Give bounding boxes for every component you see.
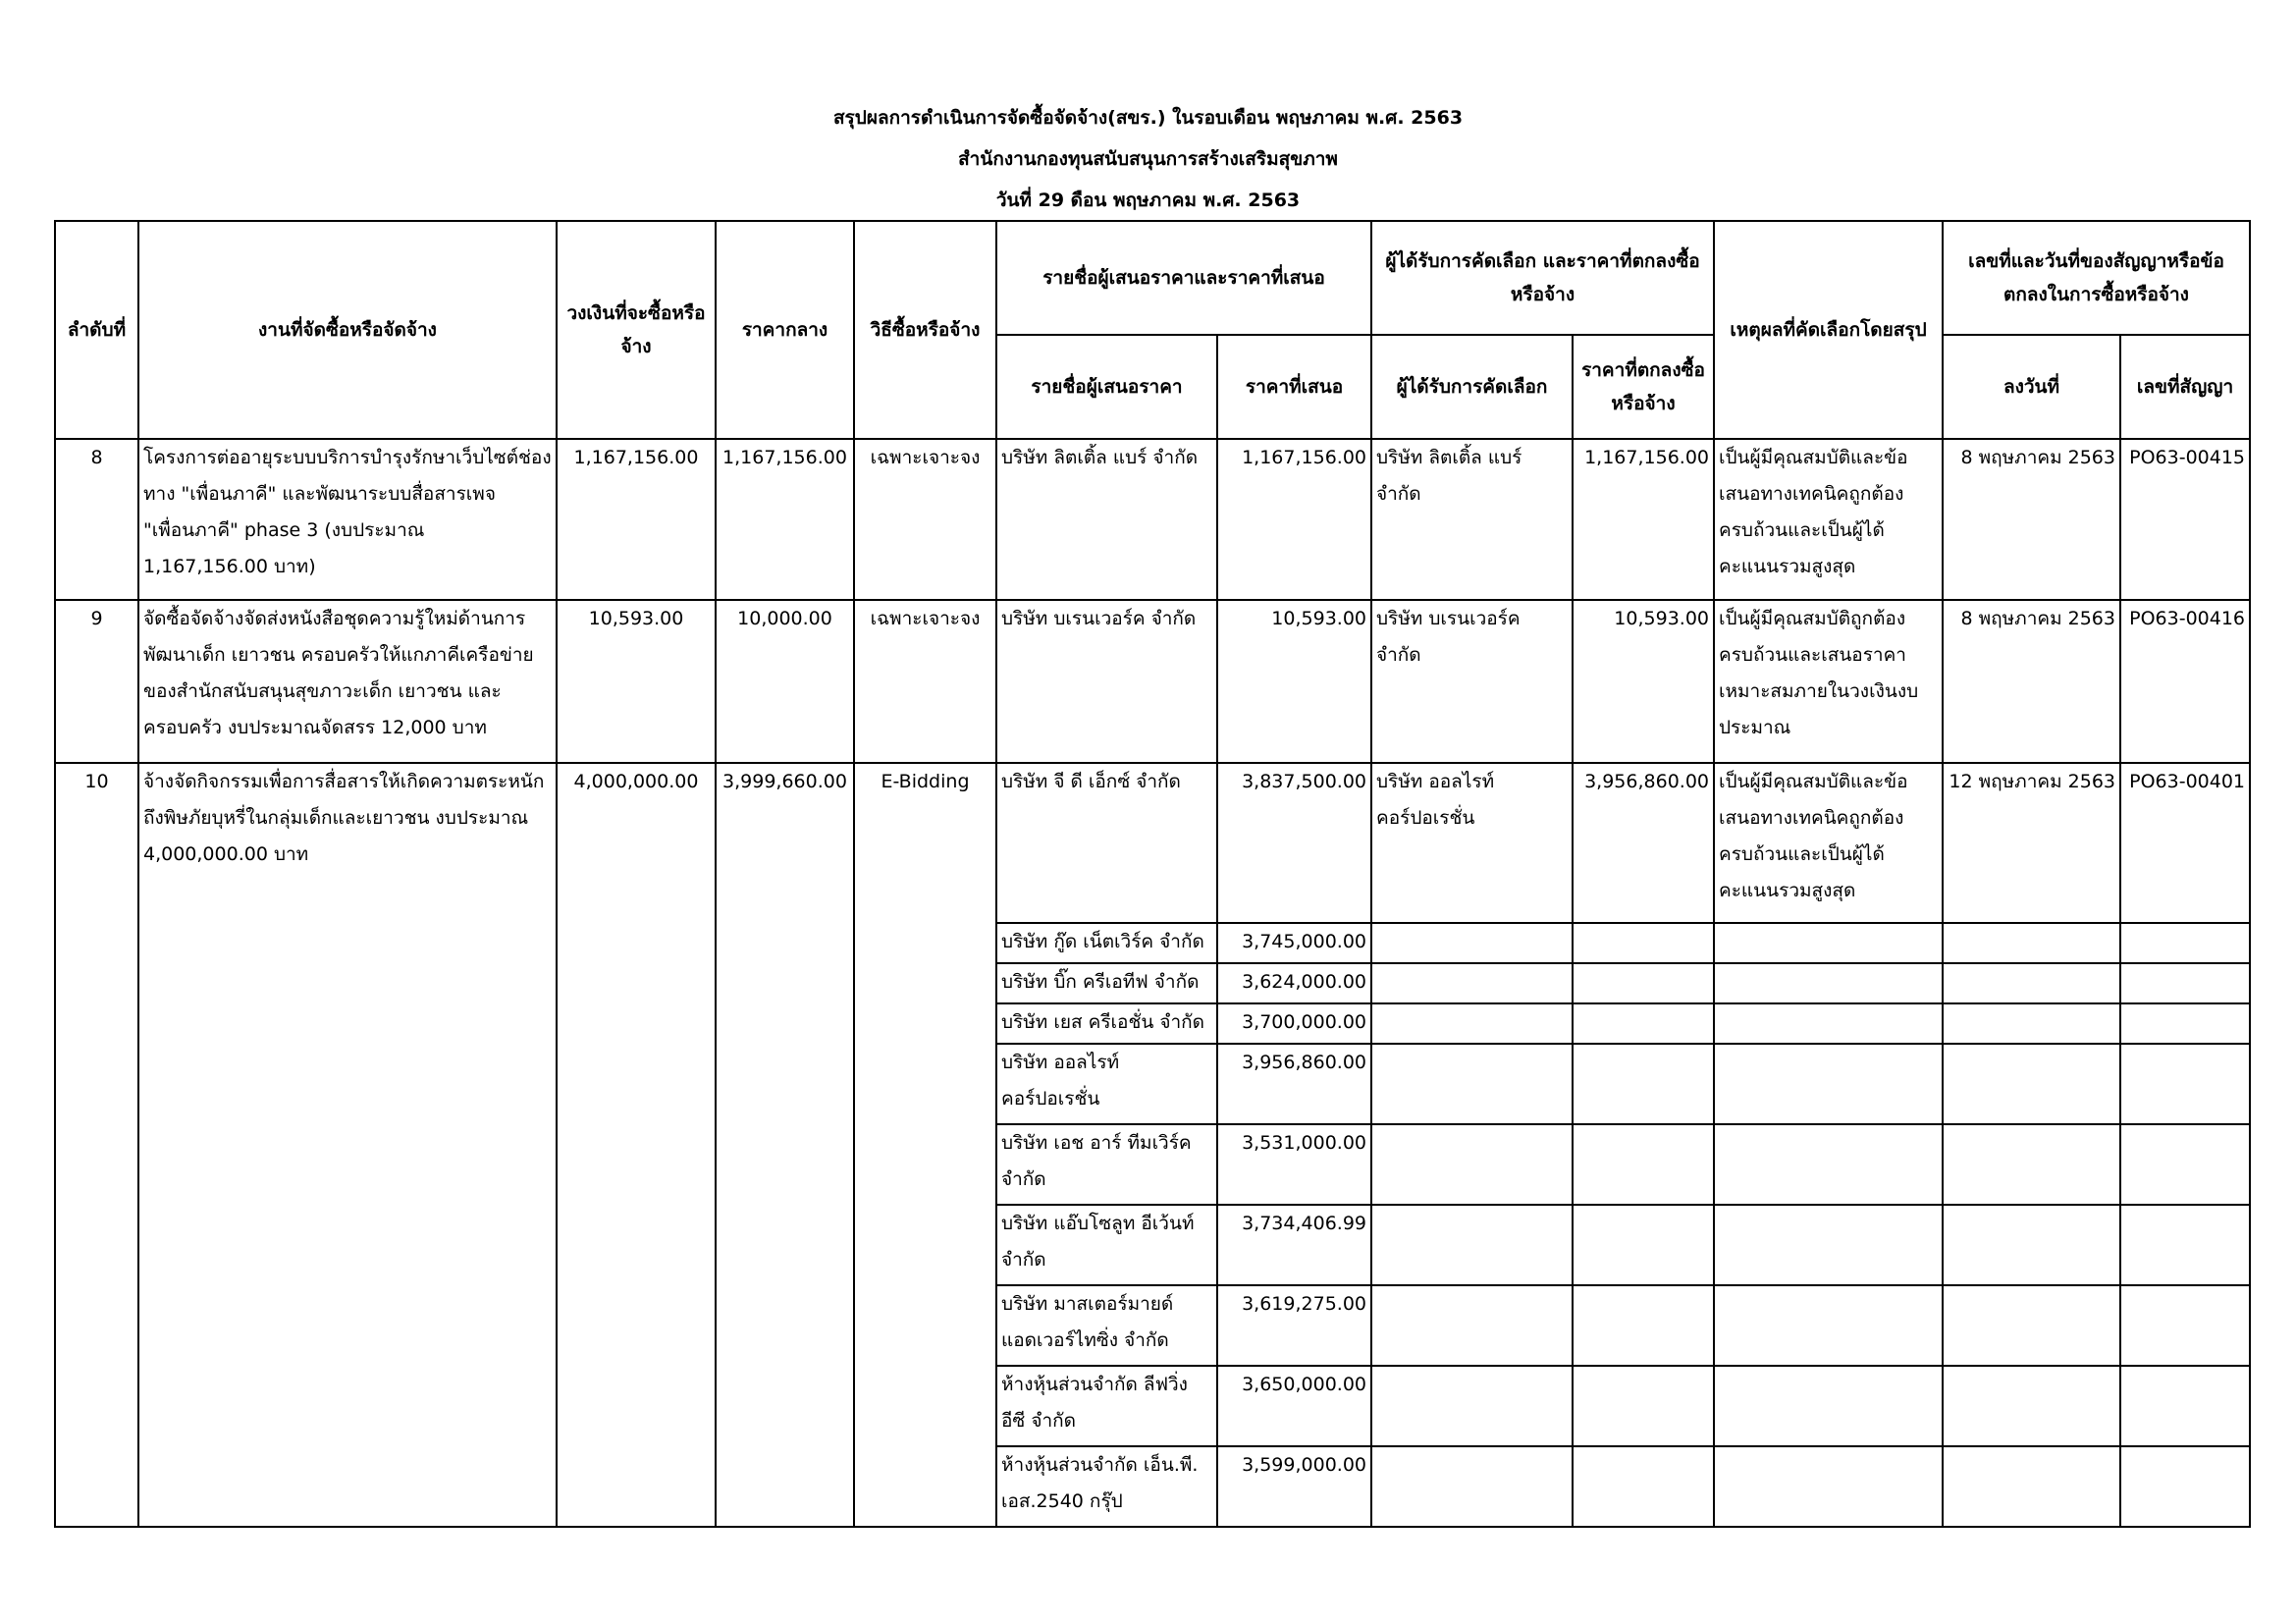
cell-bidder-name: บริษัท เอช อาร์ ทีมเวิร์ค จำกัด (996, 1124, 1217, 1205)
cell-empty (2120, 1205, 2250, 1285)
col-header-contract-date: ลงวันที่ (1943, 335, 2120, 439)
cell-no: 10 (55, 763, 138, 1527)
cell-median: 3,999,660.00 (716, 763, 854, 1527)
cell-bidder-name: ห้างหุ้นส่วนจำกัด เอ็น.พี. เอส.2540 กรุ๊ป (996, 1446, 1217, 1527)
cell-work: โครงการต่ออายุระบบบริการบำรุงรักษาเว็บไซต์ช่องทาง "เพื่อนภาคี" และพัฒนาระบบสื่อสารเพจ "เพื่อนภาคี" phase 3 (งบประมาณ 1,167,156.00 บาท) (138, 439, 557, 600)
table-row (55, 763, 2250, 923)
cell-selected-name: บริษัท บเรนเวอร์ค จำกัด (1371, 600, 1573, 763)
cell-method: เฉพาะเจาะจง (854, 439, 996, 600)
cell-budget: 1,167,156.00 (557, 439, 716, 600)
cell-empty (1371, 1044, 1573, 1124)
cell-work: จัดซื้อจัดจ้างจัดส่งหนังสือชุดความรู้ใหม่ด้านการพัฒนาเด็ก เยาวชน ครอบครัวให้แกภาคีเครือข่ายของสำนักสนับสนุนสุขภาวะเด็ก เยาวชน และครอบครัว งบประมาณจัดสรร 12,000 บาท (138, 600, 557, 763)
cell-bid-price: 3,599,000.00 (1217, 1446, 1371, 1527)
cell-empty (1371, 1446, 1573, 1527)
cell-bid-price: 3,700,000.00 (1217, 1003, 1371, 1044)
cell-empty (1573, 1124, 1714, 1205)
cell-bidder-name: บริษัท กู๊ด เน็ตเวิร์ค จำกัด (996, 923, 1217, 963)
cell-empty (2120, 1366, 2250, 1446)
cell-bid-price: 3,619,275.00 (1217, 1285, 1371, 1366)
cell-empty (2120, 1285, 2250, 1366)
cell-no: 8 (55, 439, 138, 600)
col-header-contract-no: เลขที่สัญญา (2120, 335, 2250, 439)
cell-empty (1714, 963, 1943, 1003)
cell-bidder-name: บริษัท มาสเตอร์มายด์ แอดเวอร์ไทซิ่ง จำกัด (996, 1285, 1217, 1366)
cell-bid-price: 3,531,000.00 (1217, 1124, 1371, 1205)
cell-empty (1573, 923, 1714, 963)
cell-bidder-name: ห้างหุ้นส่วนจำกัด ลีฟวิ่ง อีซี จำกัด (996, 1366, 1217, 1446)
col-header-bidders-group: รายชื่อผู้เสนอราคาและราคาที่เสนอ (996, 221, 1371, 335)
cell-budget: 10,593.00 (557, 600, 716, 763)
cell-empty (1714, 1124, 1943, 1205)
cell-empty (1371, 923, 1573, 963)
cell-empty (1943, 1124, 2120, 1205)
cell-empty (1943, 923, 2120, 963)
cell-method: เฉพาะเจาะจง (854, 600, 996, 763)
report-title: สรุปผลการดำเนินการจัดซื้อจัดจ้าง(สขร.) ในรอบเดือน พฤษภาคม พ.ศ. 2563 (832, 107, 1464, 129)
col-header-selected-group: ผู้ได้รับการคัดเลือก และราคาที่ตกลงซื้อหรือจ้าง (1371, 221, 1714, 335)
cell-median: 10,000.00 (716, 600, 854, 763)
col-header-budget: วงเงินที่จะซื้อหรือจ้าง (557, 221, 716, 439)
cell-empty (1943, 1003, 2120, 1044)
cell-empty (1714, 1003, 1943, 1044)
cell-bidder-name: บริษัท ลิตเติ้ล แบร์ จำกัด (996, 439, 1217, 600)
cell-empty (1371, 963, 1573, 1003)
cell-empty (1714, 1446, 1943, 1527)
cell-method: E-Bidding (854, 763, 996, 1527)
cell-bid-price: 3,624,000.00 (1217, 963, 1371, 1003)
cell-empty (1714, 923, 1943, 963)
cell-empty (1573, 963, 1714, 1003)
cell-empty (2120, 1124, 2250, 1205)
col-header-contract-group: เลขที่และวันที่ของสัญญาหรือข้อตกลงในการซื้อหรือจ้าง (1943, 221, 2250, 335)
cell-bid-price: 3,734,406.99 (1217, 1205, 1371, 1285)
cell-selected-name: บริษัท ลิตเติ้ล แบร์ จำกัด (1371, 439, 1573, 600)
cell-bid-price: 10,593.00 (1217, 600, 1371, 763)
cell-empty (1943, 1366, 2120, 1446)
cell-empty (1573, 1003, 1714, 1044)
cell-bidder-name: บริษัท ออลไรท์ คอร์ปอเรชั่น (996, 1044, 1217, 1124)
cell-reason: เป็นผู้มีคุณสมบัติและข้อเสนอทางเทคนิคถูกต้องครบถ้วนและเป็นผู้ได้คะแนนรวมสูงสุด (1714, 439, 1943, 600)
col-header-work: งานที่จัดซื้อหรือจัดจ้าง (138, 221, 557, 439)
cell-bidder-name: บริษัท บเรนเวอร์ค จำกัด (996, 600, 1217, 763)
cell-agreed-price: 3,956,860.00 (1573, 763, 1714, 923)
cell-bidder-name: บริษัท จี ดี เอ็กซ์ จำกัด (996, 763, 1217, 923)
cell-empty (1714, 1366, 1943, 1446)
col-header-agreed-price: ราคาที่ตกลงซื้อหรือจ้าง (1573, 335, 1714, 439)
cell-empty (1573, 1366, 1714, 1446)
cell-contract-no: PO63-00415 (2120, 439, 2250, 600)
cell-empty (1573, 1285, 1714, 1366)
cell-contract-no: PO63-00401 (2120, 763, 2250, 923)
cell-empty (1371, 1124, 1573, 1205)
cell-empty (1714, 1044, 1943, 1124)
cell-bidder-name: บริษัท บิ๊ก ครีเอทีฟ จำกัด (996, 963, 1217, 1003)
cell-bidder-name: บริษัท แอ๊บโซลูท อีเว้นท์ จำกัด (996, 1205, 1217, 1285)
cell-empty (1573, 1205, 1714, 1285)
col-header-method: วิธีซื้อหรือจ้าง (854, 221, 996, 439)
cell-agreed-price: 10,593.00 (1573, 600, 1714, 763)
cell-empty (1371, 1366, 1573, 1446)
cell-agreed-price: 1,167,156.00 (1573, 439, 1714, 600)
cell-contract-date: 8 พฤษภาคม 2563 (1943, 600, 2120, 763)
cell-empty (1714, 1285, 1943, 1366)
col-header-selected-name: ผู้ได้รับการคัดเลือก (1371, 335, 1573, 439)
cell-bid-price: 3,650,000.00 (1217, 1366, 1371, 1446)
cell-empty (1714, 1205, 1943, 1285)
cell-empty (1371, 1003, 1573, 1044)
cell-contract-date: 8 พฤษภาคม 2563 (1943, 439, 2120, 600)
cell-median: 1,167,156.00 (716, 439, 854, 600)
report-date: วันที่ 29 ดือน พฤษภาคม พ.ศ. 2563 (995, 189, 1301, 211)
cell-empty (1943, 1205, 2120, 1285)
cell-work: จ้างจัดกิจกรรมเพื่อการสื่อสารให้เกิดความตระหนักถึงพิษภัยบุหรี่ในกลุ่มเด็กและเยาวชน งบประมาณ 4,000,000.00 บาท (138, 763, 557, 1527)
organization-name: สำนักงานกองทุนสนับสนุนการสร้างเสริมสุขภาพ (958, 148, 1338, 170)
cell-no: 9 (55, 600, 138, 763)
cell-empty (1573, 1044, 1714, 1124)
cell-selected-name: บริษัท ออลไรท์ คอร์ปอเรชั่น (1371, 763, 1573, 923)
cell-empty (2120, 1044, 2250, 1124)
cell-empty (1943, 1285, 2120, 1366)
table-row (55, 600, 2250, 763)
cell-reason: เป็นผู้มีคุณสมบัติถูกต้องครบถ้วนและเสนอราคาเหมาะสมภายในวงเงินงบประมาณ (1714, 600, 1943, 763)
cell-empty (1943, 1044, 2120, 1124)
cell-empty (1943, 963, 2120, 1003)
col-header-reason: เหตุผลที่คัดเลือกโดยสรุป (1714, 221, 1943, 439)
col-header-median: ราคากลาง (716, 221, 854, 439)
cell-empty (1943, 1446, 2120, 1527)
cell-reason: เป็นผู้มีคุณสมบัติและข้อเสนอทางเทคนิคถูกต้องครบถ้วนและเป็นผู้ได้คะแนนรวมสูงสุด (1714, 763, 1943, 923)
cell-bid-price: 3,745,000.00 (1217, 923, 1371, 963)
cell-empty (2120, 923, 2250, 963)
cell-bid-price: 3,837,500.00 (1217, 763, 1371, 923)
cell-empty (1573, 1446, 1714, 1527)
cell-contract-no: PO63-00416 (2120, 600, 2250, 763)
procurement-table (54, 220, 2251, 1528)
cell-contract-date: 12 พฤษภาคม 2563 (1943, 763, 2120, 923)
cell-empty (1371, 1285, 1573, 1366)
table-row (55, 439, 2250, 600)
col-header-bid-price: ราคาที่เสนอ (1217, 335, 1371, 439)
cell-empty (1371, 1205, 1573, 1285)
cell-empty (2120, 1003, 2250, 1044)
cell-bidder-name: บริษัท เยส ครีเอชั่น จำกัด (996, 1003, 1217, 1044)
cell-budget: 4,000,000.00 (557, 763, 716, 1527)
col-header-no: ลำดับที่ (55, 221, 138, 439)
cell-bid-price: 3,956,860.00 (1217, 1044, 1371, 1124)
cell-bid-price: 1,167,156.00 (1217, 439, 1371, 600)
col-header-bidder-name: รายชื่อผู้เสนอราคา (996, 335, 1217, 439)
cell-empty (2120, 1446, 2250, 1527)
cell-empty (2120, 963, 2250, 1003)
